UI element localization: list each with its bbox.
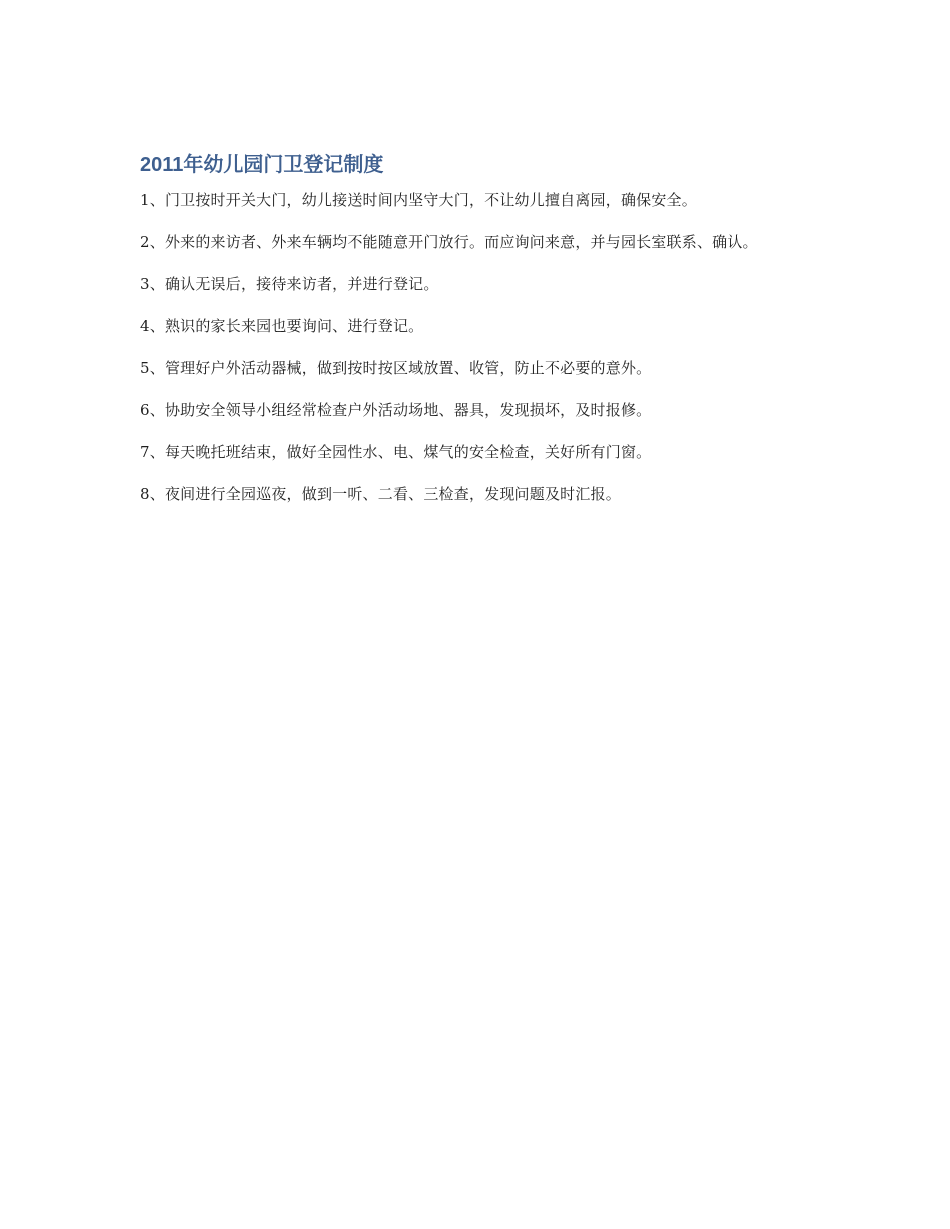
rule-item-3: 3、确认无误后，接待来访者，并进行登记。 [140,275,439,293]
rule-item-4: 4、熟识的家长来园也要询问、进行登记。 [140,317,424,335]
rule-item-7: 7、每天晚托班结束，做好全园性水、电、煤气的安全检查，关好所有门窗。 [140,443,652,461]
document-body [140,150,810,524]
rule-item-1: 1、门卫按时开关大门，幼儿接送时间内坚守大门，不让幼儿擅自离园，确保安全。 [140,191,697,209]
document-title: 2011年幼儿园门卫登记制度 [140,154,384,176]
rules-list [140,188,810,507]
rule-item-6: 6、协助安全领导小组经常检查户外活动场地、器具，发现损坏，及时报修。 [140,401,652,419]
rule-item-8: 8、夜间进行全园巡夜，做到一听、二看、三检查，发现问题及时汇报。 [140,485,621,503]
rule-item-2: 2、外来的来访者、外来车辆均不能随意开门放行。而应询问来意，并与园长室联系、确认。 [140,233,758,251]
rule-item-5: 5、管理好户外活动器械，做到按时按区域放置、收管，防止不必要的意外。 [140,359,652,377]
